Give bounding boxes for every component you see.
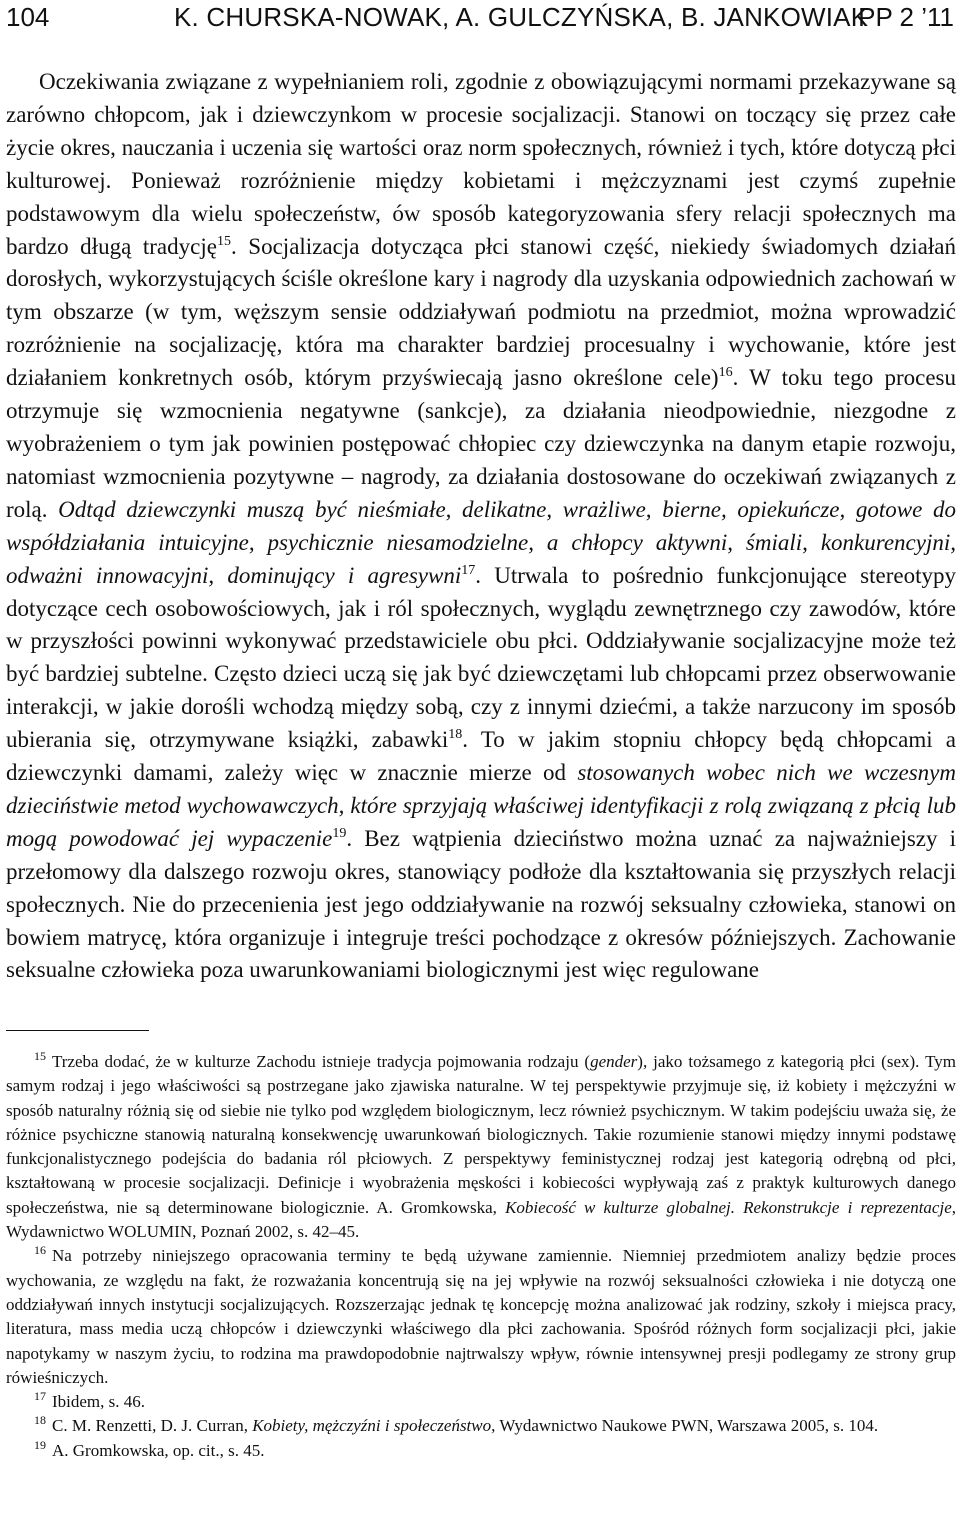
page-number: 104: [6, 2, 50, 32]
footnote-ref-15[interactable]: 15: [216, 233, 231, 249]
footnote-number: 19: [34, 1437, 46, 1452]
footnote-16: [6, 1244, 956, 1390]
body-text-segment: . Socjalizacja dotycząca płci stanowi część, niekiedy świadomych działań dorosłych, wykorzystujących ściśle określone kary i nagrody dla uzyskania odpowiednich zachowań w tym obszarze (w tym, węższym sensie oddziaływań podmiotu na przedmiot, można wprowadzić rozróżnienie na socjalizację, która ma charakter bardziej procesualny i wychowanie, które jest działaniem konkretnych osób, którym przyświecają jasno określone cele): [6, 233, 956, 391]
footnotes: [6, 1050, 956, 1463]
footnote-ref-18[interactable]: 18: [448, 727, 463, 743]
footnote-18: [6, 1414, 956, 1438]
footnote-ref-17[interactable]: 17: [461, 562, 476, 578]
footnote-text: , Wydawnictwo WOLUMIN, Poznań 2002, s. 42–45.: [6, 1197, 956, 1242]
body-text-segment: Oczekiwania związane z wypełnianiem roli, zgodnie z obowiązującymi normami przekazywane są zarówno chłopcom, jak i dziewczynkom w procesie socjalizacji. Stanowi on toczący się przez całe życie okres, nauczania i uczenia się wartości oraz norm społecznych, również i tych, które dotyczą płci kulturowej. Ponieważ rozróżnienie między kobietami i mężczyznami jest czymś zupełnie podstawowym dla wielu społeczeństw, ów sposób kategoryzowania sfery relacji społecznych ma bardzo długą tradycję: [6, 69, 956, 259]
footnote-number: 17: [34, 1389, 46, 1404]
footnote-divider: [6, 1030, 149, 1031]
running-head-authors: K. CHURSKA-NOWAK, A. GULCZYŃSKA, B. JANKOWIAK: [174, 2, 869, 32]
footnote-number: 16: [34, 1243, 46, 1258]
footnote-ref-19[interactable]: 19: [332, 825, 347, 841]
footnote-number: 18: [34, 1413, 46, 1428]
body-text-segment: . Bez wątpienia dzieciństwo można uznać za najważniejszy i przełomowy dla dalszego rozwoju okres, stanowiący podłoże dla kształtowania się przyszłych relacji społecznych. Nie do przecenienia jest jego oddziaływanie na rozwój seksualny człowieka, stanowi on bowiem matrycę, która organizuje i integruje treści pochodzące z okresów późniejszych. Zachowanie seksualne człowieka poza uwarunkowaniami biologicznymi jest więc regulowane: [6, 825, 956, 983]
italic-quote: stosowanych wobec nich we wczesnym dzieciństwie metod wychowawczych, które sprzyjają właściwej identyfikacji z rolą związaną z płcią lub mogą powodować jej wypaczenie: [6, 760, 956, 851]
journal-issue: PP 2 ’11: [858, 2, 954, 32]
footnote-italic: gender: [590, 1052, 638, 1071]
footnote-book-title: Kobiecość w kulturze globalnej. Rekonstrukcje i reprezentacje: [505, 1197, 952, 1217]
running-header: [6, 2, 956, 42]
footnote-text: A. Gromkowska, op. cit., s. 45.: [52, 1440, 265, 1460]
footnote-text: Trzeba dodać, że w kulturze Zachodu istnieje tradycja pojmowania rodzaju (: [52, 1052, 591, 1071]
footnote-text: , Wydawnictwo Naukowe PWN, Warszawa 2005, s. 104.: [491, 1416, 879, 1436]
footnote-book-title: Kobiety, mężczyźni i społeczeństwo: [252, 1416, 492, 1436]
footnote-ref-16[interactable]: 16: [718, 365, 733, 381]
footnote-text: Ibidem, s. 46.: [52, 1392, 146, 1412]
footnote-15: [6, 1050, 956, 1244]
footnote-text: C. M. Renzetti, D. J. Curran,: [52, 1416, 253, 1436]
footnote-number: 15: [34, 1049, 46, 1063]
footnote-19: [6, 1439, 956, 1463]
italic-quote: Odtąd dziewczynki muszą być nieśmiałe, delikatne, wrażliwe, bierne, opiekuńcze, gotowe do współdziałania intuicyjne, psychicznie niesamodzielne, a chłopcy aktywni, śmiali, konkurencyjni, odważni innowacyjni, dominujący i agresywni: [6, 496, 956, 588]
body-text-segment: . To w jakim stopniu chłopcy będą chłopcami a dziewczynki damami, zależy więc w znacznie mierze od: [6, 727, 956, 786]
main-paragraph: [6, 66, 956, 987]
body-text-segment: . Utrwala to pośrednio funkcjonujące stereotypy dotyczące cech osobowościowych, jak i ról społecznych, wyglądu zewnętrznego czy zawodów, które w przyszłości powinni wykonywać przedstawiciele obu płci. Oddziaływanie socjalizacyjne może też być bardziej subtelne. Często dzieci uczą się jak być dziewczętami lub chłopcami przez obserwowanie interakcji, w jakie dorośli wchodzą między sobą, czy z innymi dziećmi, a także narzucony im sposób ubierania się, otrzymywane książki, zabawki: [6, 562, 956, 753]
footnote-text: ), jako tożsamego z kategorią płci (sex). Tym samym rodzaj i jego właściwości są postrzegane jako zjawiska naturalne. W tej perspektywie przyjmuje się, iż kobiety i mężczyźni w sposób naturalny różnią się od siebie nie tylko pod względem biologicznym, lecz również psychicznym. W takim podejściu uważa się, że różnice psychiczne stanowią naturalną konsekwencję uwarunkowań biologicznych. Takie rozumienie stanowi między innymi podstawę funkcjonalistycznego podejścia do badania ról płciowych. Z perspektywy feministycznej rodzaj jest kategorią odrębną od płci, kształtowaną w procesie socjalizacji. Definicje i wyobrażenia męskości i kobiecości wypływają zaś z praktyk kulturowych danego społeczeństwa, nie są determinowane biologicznie. A. Gromkowska,: [6, 1052, 956, 1217]
body-text-segment: . W toku tego procesu otrzymuje się wzmocnienia negatywne (sankcje), za działania nieodpowiednie, niezgodne z wyobrażeniem o tym jak powinien postępować chłopiec czy dziewczynka na danym etapie rozwoju, natomiast wzmocnienia pozytywne – nagrody, za działania dostosowane do oczekiwań związanych z rolą.: [6, 365, 956, 522]
footnote-17: [6, 1390, 956, 1414]
footnote-text: Na potrzeby niniejszego opracowania terminy te będą używane zamiennie. Niemniej przedmiotem analizy będzie proces wychowania, ze względu na fakt, że rozważania koncentrują się na jej wpływie na rozwój seksualności człowieka i nie dotyczą one oddziaływań innych instytucji socjalizujących. Rozszerzając jednak tę koncepcję można analizować jak rodziny, szkoły i miejsca pracy, literatura, mass media uczą chłopców i dziewczynki właściwego dla płci zachowania. Spośród różnych form socjalizacji płci, jakie napotykamy w naszym życiu, to rodzina ma prawdopodobnie najtrwalszy wpływ, równie intensywnej presji podlegamy ze strony grup rówieśniczych.: [6, 1246, 956, 1387]
